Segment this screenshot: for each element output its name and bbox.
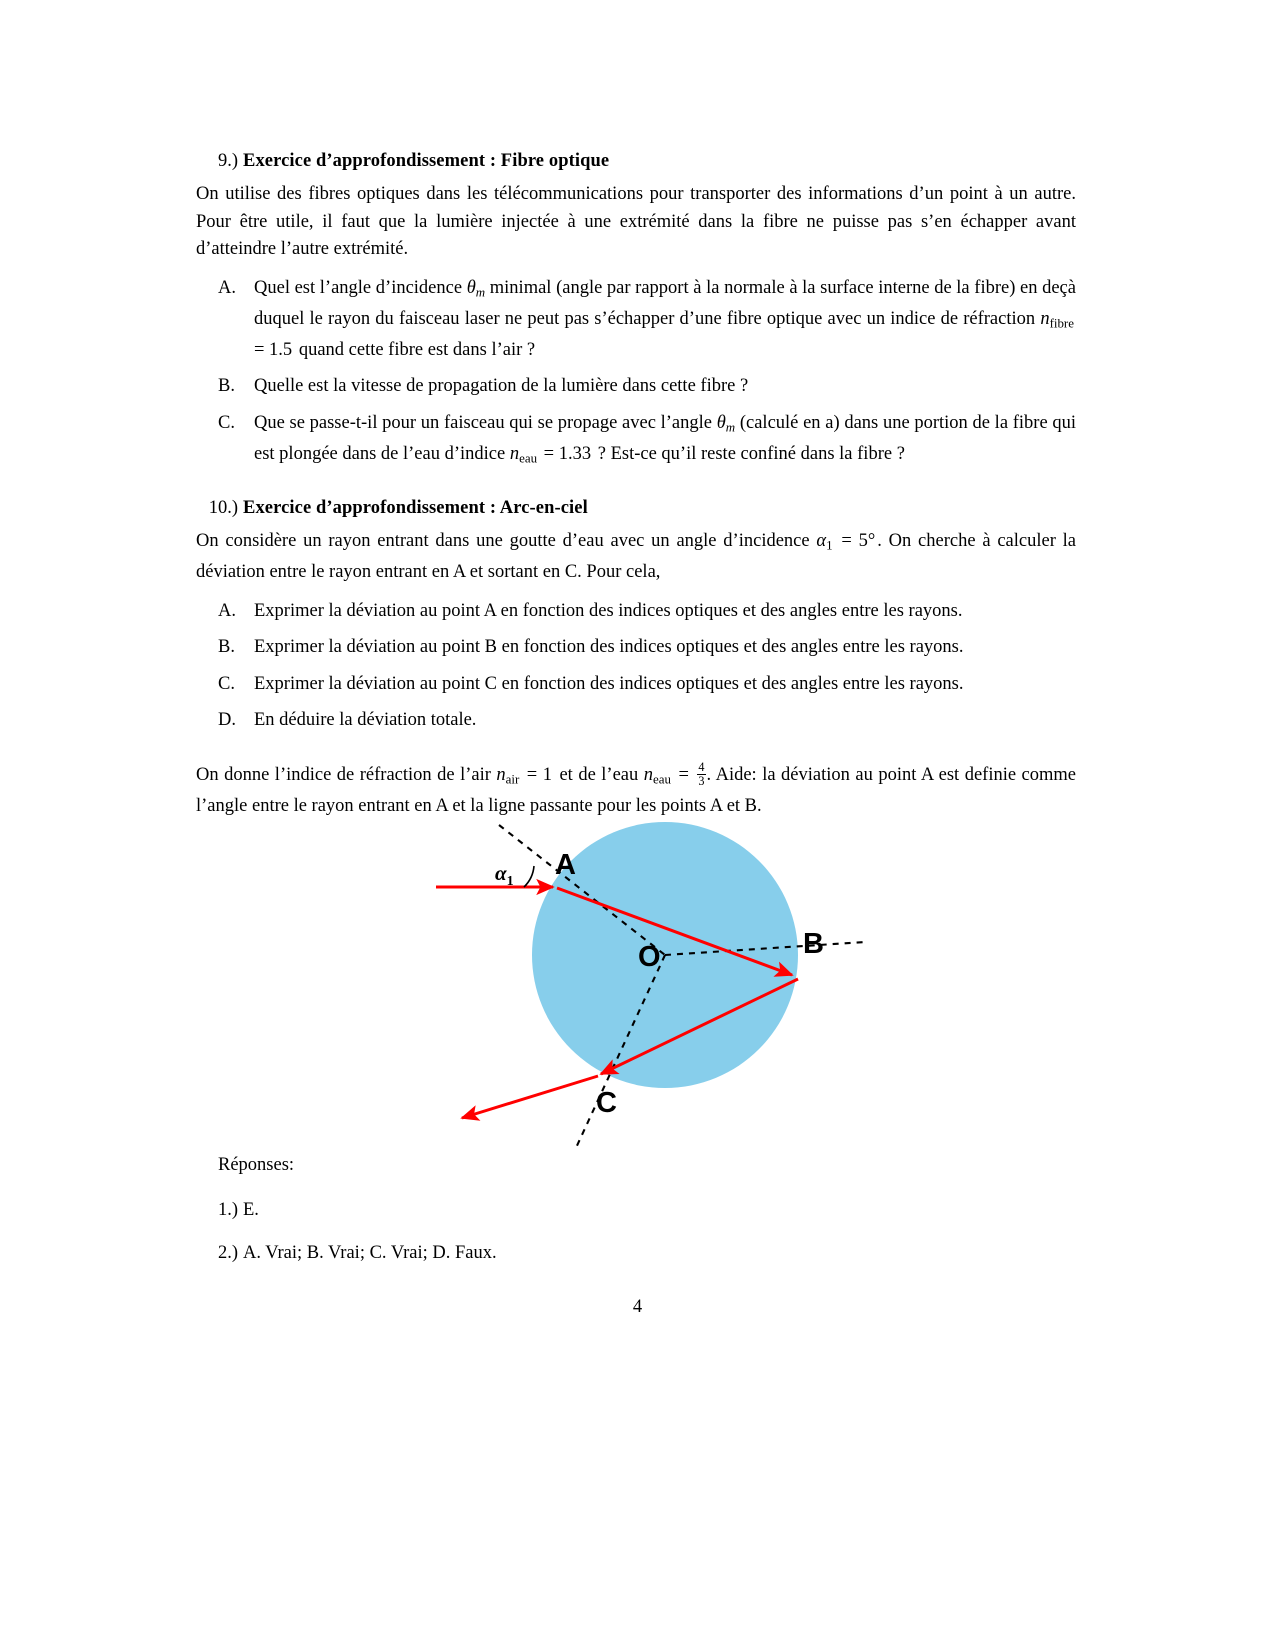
closing-text-part-3: . Aide: la déviation au point A est definie comme l’angle entre le rayon entrant en A et la ligne passante pour les points A et B. [196, 764, 1076, 816]
item-text-part-2: minimal (angle par rapport à la normale à la surface interne de la fibre) en deçà duquel le rayon du faisceau laser ne peut pas s’échapper d’une fibre optique avec un indice de réfraction [254, 277, 1076, 329]
item-text: Quelle est la vitesse de propagation de la lumière dans cette fibre ? [254, 376, 749, 397]
page-number: 4 [632, 1297, 643, 1317]
label-point-a: A [555, 849, 576, 881]
exercise-9-title: Exercice d’approfondissement : Fibre optique [243, 151, 610, 171]
item-marker: B. [218, 637, 235, 658]
item-text: Exprimer la déviation au point C en fonction des indices optiques et des angles entre les rayons. [254, 673, 964, 694]
n-fibre-value: = 1.5 [254, 339, 293, 360]
n-eau-value: = 1.33 [539, 443, 592, 464]
intro-text-part-2: . On cherche à calculer la déviation entre le rayon entrant en A et sortant en C. Pour cela, [196, 531, 1076, 583]
closing-text-part-2: et de l’eau [553, 764, 644, 785]
item-marker: A. [218, 277, 236, 298]
item-marker: B. [218, 376, 235, 397]
paragraph-spacer [196, 744, 1076, 754]
answer-text: A. Vrai; B. Vrai; C. Vrai; D. Faux. [243, 1243, 497, 1263]
n-eau-subscript: eau [653, 771, 671, 787]
n-air-subscript: air [505, 771, 520, 787]
exercise-9-intro: On utilise des fibres optiques dans les télécommunications pour transporter des informations d’un point à un autre. Pour être utile, il faut que la lumière injectée à une extrémité dans la fibre ne puisse pas s’en échapper avant d’atteindre l’autre extrémité. [196, 184, 1076, 259]
section-spacer [196, 481, 1076, 495]
theta-m-symbol: θ [716, 412, 726, 433]
exercise-9-item-c [218, 410, 1076, 472]
n-fibre-symbol: n [1040, 308, 1050, 329]
item-text-part-2: (calculé en a) dans une portion de la fibre qui est plongée dans de l’eau d’indice [254, 412, 1076, 464]
n-eau-symbol: n [509, 443, 520, 464]
n-fibre-subscript: fibre [1049, 315, 1074, 331]
n-air-value: = 1 [521, 764, 552, 785]
alpha-1-subscript: 1 [826, 537, 833, 553]
theta-m-subscript: m [475, 284, 486, 300]
exercise-10-intro [196, 528, 1076, 587]
n-eau-symbol: n [643, 764, 653, 785]
exercise-9-marker: 9.) [217, 151, 238, 171]
document-content [196, 148, 1076, 820]
exercise-10-item-b [218, 634, 1076, 662]
item-marker: D. [218, 710, 236, 731]
raindrop-refraction-diagram [400, 770, 920, 1150]
exercise-9-sublist [218, 275, 1076, 473]
item-marker: C. [218, 673, 235, 694]
label-alpha-1: $\alpha_1$ [495, 861, 514, 889]
item-marker: C. [218, 412, 235, 433]
alpha-1-value: = 5° [834, 531, 876, 551]
label-point-c: C [596, 1087, 617, 1119]
exercise-9-item-b [218, 373, 1076, 401]
alpha-1-symbol: α [816, 531, 827, 551]
item-text: En déduire la déviation totale. [254, 710, 477, 731]
n-eau-subscript: eau [519, 450, 538, 466]
exercise-9-item-a [218, 275, 1076, 365]
answer-text: E. [243, 1200, 259, 1220]
fraction-denominator: 3 [698, 773, 705, 788]
item-text-part-1: Quel est l’angle d’incidence [254, 277, 467, 298]
label-point-b: B [803, 928, 824, 960]
theta-m-symbol: θ [466, 277, 476, 298]
exercise-10-item-c [218, 671, 1076, 699]
item-text: Exprimer la déviation au point B en fonction des indices optiques et des angles entre les rayons. [254, 637, 964, 658]
answer-item-1 [196, 1197, 1076, 1224]
answers-title: Réponses: [218, 1155, 295, 1175]
exercise-10-sublist [218, 598, 1076, 735]
n-eau-equals: = [672, 764, 695, 785]
exercise-10-title: Exercice d’approfondissement : Arc-en-ciel [243, 498, 588, 518]
incidence-angle-arc [524, 866, 534, 887]
n-air-symbol: n [496, 764, 506, 785]
answer-marker: 2.) [217, 1243, 238, 1263]
answers-section [196, 1152, 1076, 1283]
exercise-10-marker: 10.) [208, 498, 238, 518]
answer-item-2 [196, 1240, 1076, 1267]
theta-m-subscript: m [725, 419, 736, 435]
item-text-part-1: Que se passe-t-il pour un faisceau qui se propage avec l’angle [254, 412, 717, 433]
exit-ray-from-c [462, 1076, 598, 1118]
closing-text-part-1: On donne l’indice de réfraction de l’air [196, 764, 497, 785]
answer-marker: 1.) [217, 1200, 238, 1220]
item-text-part-3: quand cette fibre est dans l’air ? [294, 339, 536, 360]
exercise-10-item-a [218, 598, 1076, 626]
item-text: Exprimer la déviation au point A en fonction des indices optiques et des angles entre les rayons. [254, 600, 963, 621]
exercise-9-heading [196, 148, 1076, 174]
intro-text-part-1: On considère un rayon entrant dans une goutte d’eau avec un angle d’incidence [196, 531, 817, 551]
exercise-10-item-d [218, 707, 1076, 735]
label-center-o: O [638, 941, 661, 973]
exercise-10-heading [196, 495, 1076, 521]
fraction-numerator: 4 [698, 759, 705, 774]
item-text-part-3: ? Est-ce qu’il reste confiné dans la fibre ? [593, 443, 905, 464]
exercise-9 [196, 148, 1076, 472]
item-marker: A. [218, 600, 236, 621]
